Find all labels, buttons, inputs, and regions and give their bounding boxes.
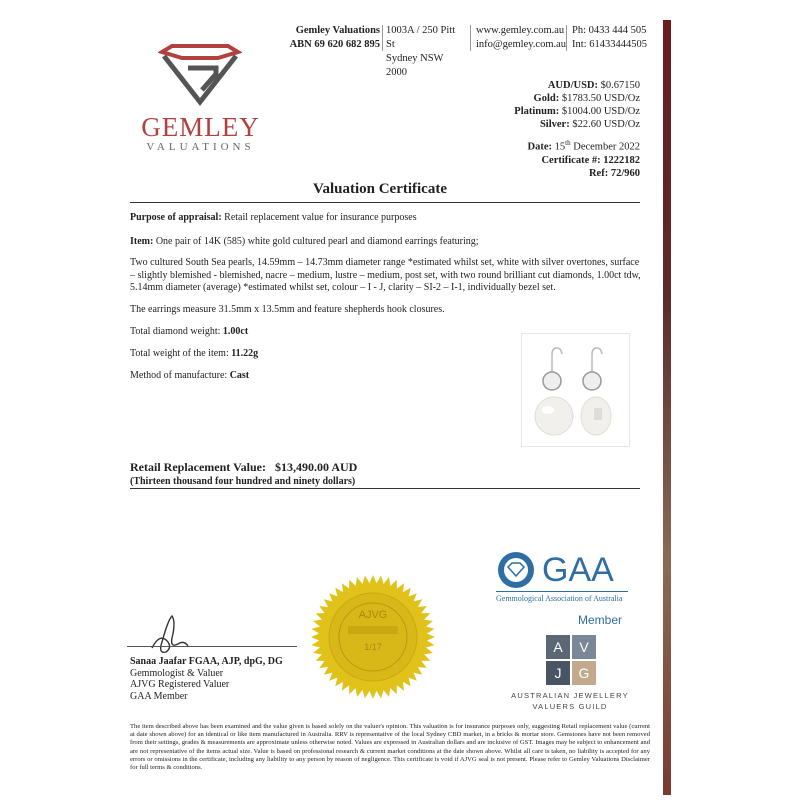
manufacture-method: Method of manufacture: Cast <box>130 370 250 381</box>
ajvg-name: AUSTRALIAN JEWELLERY VALUERS GUILD <box>511 691 629 711</box>
gaa-divider <box>496 591 628 592</box>
ajvg-letter-g: G <box>572 661 596 685</box>
company-abn: ABN 69 620 682 895 <box>289 39 380 50</box>
ajvg-letter-j: J <box>546 661 570 685</box>
item-description: Two cultured South Sea pearls, 14.59mm – 14.73mm diameter range *estimated whilst set, white with silver overtones, surface – slightly blemished - blemished, nacre – medium, lustre – medium, post set, with two round brilliant cut diamonds, 1.00ct tdw, 5.14mm diameter (average) *estimated whilst set, colour – I - J, clarity – SI-2 – I-1, individually bezel set. <box>130 257 641 293</box>
signatory-block <box>130 656 283 702</box>
earrings-photo <box>521 333 630 447</box>
website-link[interactable]: www.gemley.com.au <box>476 25 565 36</box>
header-divider <box>566 25 567 51</box>
signatory-membership: GAA Member <box>130 690 188 702</box>
company-name: Gemley Valuations <box>295 25 380 36</box>
signature-line <box>127 646 297 647</box>
address-line-2: Sydney NSW 2000 <box>386 53 444 78</box>
sidebar-stripe <box>663 20 671 795</box>
header-divider <box>382 25 383 51</box>
email-link[interactable]: info@gemley.com.au <box>476 39 567 50</box>
gaa-member-label: Member <box>578 613 623 627</box>
earrings-image <box>522 334 629 446</box>
diamond-weight: Total diamond weight: 1.00ct <box>130 326 249 337</box>
rates-block <box>440 79 640 131</box>
header-address <box>386 24 466 80</box>
ajvg-letter-v: V <box>572 635 596 659</box>
certificate-date: Date: 15th December 2022 <box>527 139 640 153</box>
total-weight: Total weight of the item: 11.22g <box>130 348 259 359</box>
gaa-logo-icon <box>496 550 540 590</box>
rate-row: Platinum: $1004.00 USD/Oz <box>514 106 640 117</box>
certificate-number: Certificate #: 1222182 <box>541 154 640 166</box>
rate-row: Gold: $1783.50 USD/Oz <box>533 93 640 104</box>
header-company <box>288 24 380 52</box>
value-divider <box>130 488 640 489</box>
retail-value-amount: $13,490.00 AUD <box>274 460 358 474</box>
seal-text-top: AJVG <box>358 609 388 621</box>
header-phone <box>572 24 662 52</box>
ajvg-letter-a: A <box>546 635 570 659</box>
retail-value: Retail Replacement Value: $13,490.00 AUD <box>130 460 358 474</box>
footer-disclaimer: The item described above has been examined and the value given is based solely on the valuer's opinion. This valuation is for insurance purposes only, suggesting Retail replacement value (current at date shown above) for an identical or like item manufactured in Australia. RRV is representative of the local Sydney CBD market, in a bricks & mortar store. Gemstones have not been removed from their settings, grades & measurements are approximate unless otherwise noted. Values are expressed in Australian dollars and are inclusive of GST. Images may be subject to enhancement and are not representative of the items actual size. Value is based on professional research & current market conditions at the date shown above. Whilst all care is taken, no liability is accepted for any errors or omissions in the certificate, including any liability to any person by reason of negligence. This certificate is void if AJVG seal is not present. Please refer to Gemley Valuations Disclaimer for full terms & conditions. <box>130 723 650 772</box>
header-web <box>476 24 566 52</box>
header-divider <box>470 25 471 51</box>
certificate-ref: Ref: 72/960 <box>588 167 640 179</box>
retail-value-words: (Thirteen thousand four hundred and ninety dollars) <box>130 476 356 487</box>
logo-wordmark: GEMLEY <box>141 112 260 142</box>
address-line-1: 1003A / 250 Pitt St <box>386 25 456 50</box>
title-divider <box>130 202 640 203</box>
signature-image <box>146 612 196 656</box>
ajvg-logo <box>546 635 596 685</box>
item-line: Item: One pair of 14K (585) white gold cultured pearl and diamond earrings featuring; <box>130 236 479 247</box>
purpose-line: Purpose of appraisal: Retail replacement value for insurance purposes <box>130 212 417 223</box>
measure-line: The earrings measure 31.5mm x 13.5mm and feature shepherds hook closures. <box>130 304 445 315</box>
gaa-wordmark: GAA <box>542 551 614 589</box>
signatory-registration: AJVG Registered Valuer <box>130 679 230 690</box>
intl-number: Int: 61433444505 <box>572 39 647 50</box>
signatory-name: Sanaa Jaafar FGAA, AJP, dpG, DG <box>130 656 283 667</box>
logo-subtitle: VALUATIONS <box>146 141 255 153</box>
signatory-title: Gemmologist & Valuer <box>130 667 224 679</box>
gaa-full-name: Gemmological Association of Australia <box>496 594 623 603</box>
ajvg-gold-seal <box>308 572 438 702</box>
rate-row: AUD/USD: $0.67150 <box>547 80 640 91</box>
phone-number: Ph: 0433 444 505 <box>572 25 647 36</box>
seal-text-number: 1/17 <box>364 642 382 652</box>
page-title: Valuation Certificate <box>312 181 447 197</box>
rate-row: Silver: $22.60 USD/Oz <box>539 119 640 130</box>
certificate-meta <box>440 137 640 180</box>
gem-logo-icon <box>158 44 242 108</box>
